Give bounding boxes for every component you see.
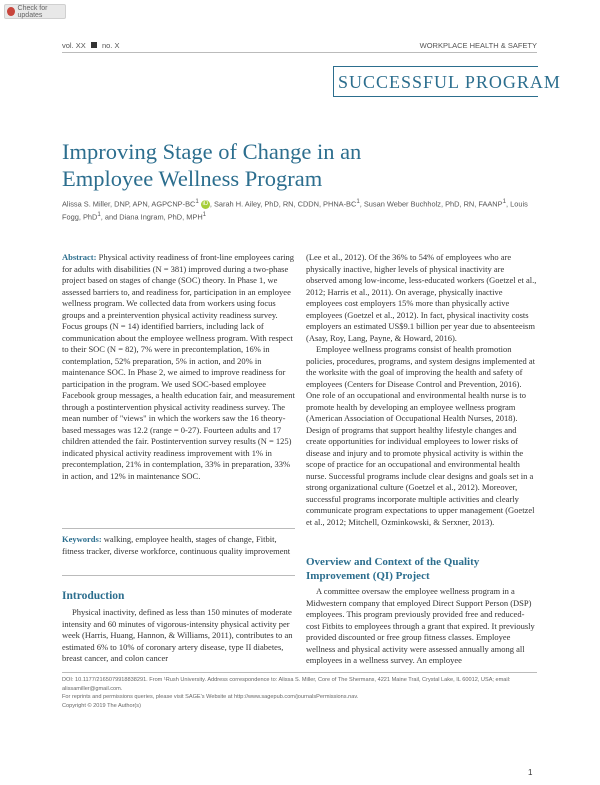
author-list (62, 196, 532, 223)
author-4: , Louis Fogg, PhD (62, 199, 528, 222)
running-header-volume (62, 41, 119, 50)
abstract-text: Physical activity readiness of front-line employees caring for adults with disabilities (N = 381) improved during a two-phase project based on stages of change (SOC) theory. In Phase 1, we assessed barriers to, and readiness for, participation in an employee wellness program. We collected data from workers using focus groups and a preintervention physical activity readiness survey. Focus groups (N = 14) identified barriers, including lack of communication about the employee wellness program. With respect to their SOC (N = 82), 7% were in precontemplation, 16% in contemplation, 52% preparation, 5% in action, and 20% in maintenance SOC. In Phase 2, we aimed to improve readiness for participation in the program. We used SOC-based employee Facebook group messages, a health education fair, and measurement through a postintervention physical activity readiness survey. The mean number of "views" in which the workers saw the 16 theory-based messages was 12.2 (range = 0-27). Fourteen adults and 17 children attended the fair. Postintervention survey results (N = 125) indicated physical activity readiness improvement with 1% in precontemplation, 21% in contemplation, 33% in preparation, 33% in action, and 12% in maintenance SOC. (62, 252, 295, 481)
section-label: SUCCESSFUL PROGRAM (338, 72, 561, 92)
footnote-doi: DOI: 10.1177/2165079918838291. From ¹Rush University. Address correspondence to: Alissa S. Miller, Core of The Shermans, 4221 Maine Trail, Crystal Lake, IL 60012, USA; email: alissamiller@gmail.com. (62, 677, 511, 692)
issue-label: no. X (101, 41, 120, 50)
author-2: , Sarah H. Ailey, PhD, RN, CDDN, PHNA-BC (209, 199, 357, 209)
introduction-body (62, 607, 295, 665)
page-number: 1 (528, 768, 533, 777)
keywords-rule-top (62, 528, 295, 529)
keywords-text: walking, employee health, stages of change, Fitbit, fitness tracker, diverse workforce, continuous quality improvement (62, 534, 291, 556)
footnote-rule (62, 672, 537, 673)
running-header-journal: WORKPLACE HEALTH & SAFETY (419, 41, 537, 50)
square-separator-icon (91, 42, 97, 48)
footnote-copyright: Copyright © 2019 The Author(s) (62, 702, 141, 709)
author-3: , Susan Weber Buchholz, PhD, RN, FAANP (359, 199, 503, 209)
footnote (62, 676, 537, 710)
right-paragraph-1: (Lee et al., 2012). Of the 36% to 54% of employees who are physically inactive, higher levels of physical inactivity are observed among low-income, less-educated workers (Goetzel et al., 2012; Harris et al., 2011). On average, physically inactive employees cost employers 15% more than physically active employees (Goetzel et al., 2012). In fact, physical inactivity costs employers an estimated US$9.1 billion per year due to absenteeism (Asay, Roy, Lang, Payne, & Howard, 2016). (306, 252, 537, 343)
orcid-icon[interactable]: iD (202, 201, 209, 208)
author-2-affiliation: 1 (356, 198, 360, 205)
check-for-updates-label: Check for updates (17, 4, 48, 19)
overview-body (306, 586, 537, 667)
author-1-affiliation: 1 (195, 198, 199, 205)
volume-label: vol. XX (62, 41, 86, 50)
right-paragraph-3: A committee oversaw the employee wellness program in a Midwestern company that employed Direct Support Person (DSP) employees. This program previously provided free and reduced-cost Fitbits to employees through a grant that expired. It previously provided discounted or free group fitness classes. Employee wellness and physical activity were assessed annually among all employees in a wellness survey. An employee (306, 586, 535, 665)
check-for-updates-badge[interactable] (4, 4, 66, 19)
abstract-label: Abstract: (62, 252, 97, 262)
overview-heading: Overview and Context of the Quality Improvement (QI) Project (306, 556, 480, 582)
abstract (62, 252, 295, 482)
crossmark-icon (7, 7, 15, 16)
keywords-rule-bottom (62, 575, 295, 576)
introduction-paragraph: Physical inactivity, defined as less than 150 minutes of moderate intensity and 60 minutes of vigorous-intensity physical activity per week (Harris, Huang, Hannon, & Williams, 2011), contributes to an estimated 6% to 10% of coronary artery disease, type II diabetes, breast cancer, and colon cancer (62, 607, 293, 663)
right-paragraph-2: Employee wellness programs consist of health promotion policies, procedures, programs, and system designs implemented at the worksite with the goal of improving the health and safety of employees (Centers for Disease Control and Prevention, 2016). One role of an occupational and environmental health nurse is to promote health by developing an employee wellness program (American Association of Occupational Health Nurses, 2018). Design of programs that support healthy lifestyle changes and create opportunities for individual employees to lower risks of disease and injury and to promote physical activity is within the scope of practice for an occupational and environmental health nurse. Successful programs include clear designs and goals set in a strong organizational culture (Goetzel et al., 2012). Moreover, successful programs incorporate multiple activities and clearly communicate program expectations to upper management (Goetzel et al., 2012; Mitchell, Ozminkowski, & Serxner, 2013). (306, 344, 535, 527)
right-column-body (306, 252, 537, 528)
keywords (62, 534, 295, 557)
author-3-affiliation: 1 (502, 198, 507, 205)
header-rule (62, 52, 537, 53)
author-1: Alissa S. Miller, DNP, APN, AGPCNP-BC (62, 199, 196, 209)
author-4-affiliation: 1 (97, 211, 101, 219)
article-title: Improving Stage of Change in an Employee Wellness Program (62, 139, 362, 191)
keywords-label: Keywords: (62, 534, 102, 544)
author-5-affiliation: 1 (202, 211, 207, 219)
introduction-heading: Introduction (62, 590, 125, 602)
footnote-permissions: For reprints and permissions queries, please visit SAGE’s Website at http://www.sagepub.com/journalsPermissions.nav. (62, 694, 359, 701)
author-5: , and Diana Ingram, PhD, MPH (100, 212, 203, 222)
